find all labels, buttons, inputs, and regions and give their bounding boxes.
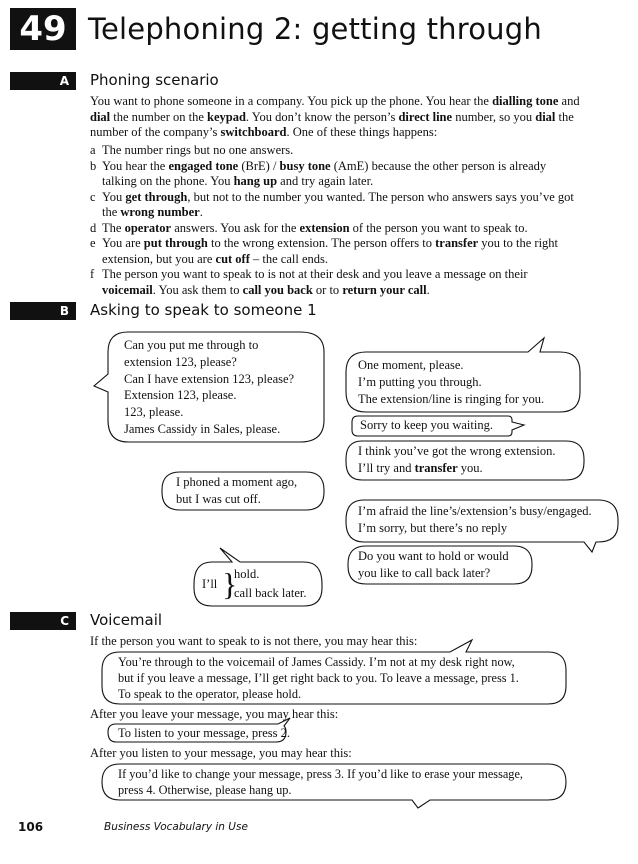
list-item-letter: b [90,158,97,173]
bubble-6-line-1: I’m afraid the line’s/extension’s busy/engaged. [358,504,592,518]
key-term: transfer [435,236,479,250]
list-item-letter: c [90,189,96,204]
key-term: busy tone [279,158,331,173]
bubble-5-line-1: I phoned a moment ago, [176,475,298,489]
key-term: return your call [342,282,427,297]
page-number: 106 [18,820,44,834]
key-term: wrong number [120,205,200,219]
list-item-letter: d [90,220,97,235]
list-item-letter: a [90,143,96,157]
bubble-7-text [358,548,509,582]
bubble-5-text [176,474,297,508]
key-term: voicemail [102,282,153,297]
voicemail-intro-3: After you listen to your message, you may hear this: [90,746,352,760]
key-term: get through [125,189,188,204]
list-item-text: You get through, but not to the number you wanted. The person who answers says you’ve got the wrong number. [102,189,574,219]
bubble-1-line-6: James Cassidy in Sales, please. [124,421,281,436]
bubble-1-line-1: Can you put me through to [124,338,259,352]
key-term: cut off [215,251,250,266]
book-title: Business Vocabulary in Use [104,821,248,833]
section-a-marker: A [10,72,76,90]
key-term: switchboard [220,125,287,139]
vm-bubble-1-line-1: You’re through to the voicemail of James Cassidy. I’m not at my desk right now, [118,655,515,669]
brace-glyph: } [222,566,238,602]
vm-bubble-2-text: To listen to your message, press 2. [118,726,291,740]
bubble-5-line-2: but I was cut off. [176,491,261,506]
bubble-3-line-1: Sorry to keep you waiting. [360,418,493,432]
key-term: put through [143,236,208,250]
section-c-marker: C [10,612,76,630]
section-b-marker: B [10,302,76,320]
list-item-text: The number rings but no one answers. [102,143,294,157]
key-term: dialling tone [492,94,559,108]
bubble-8-text [202,566,318,606]
vm-bubble-3-line-1: If you’d like to change your message, press 3. If you’d like to erase your message, [118,767,523,781]
bubble-7-line-1: Do you want to hold or would [358,549,509,563]
key-term: operator [124,220,172,235]
list-item-letter: e [90,236,96,250]
section-a-title: Phoning scenario [90,71,219,89]
vm-bubble-1-text [118,654,519,702]
bubble-4-line-2: I’ll try and transfer you. [358,460,483,475]
key-term: dial [535,109,556,124]
vm-bubble-3-line-2: press 4. Otherwise, please hang up. [118,783,292,797]
vm-bubble-1-line-3: To speak to the operator, please hold. [118,687,302,701]
vm-bubble-3-text [118,766,523,798]
key-term: dial [90,109,111,124]
key-term: direct line [398,109,453,124]
list-item-text: The person you want to speak to is not at their desk and you leave a message on their voicemail. You ask them to call you back or to return your call. [102,267,528,297]
key-term: engaged tone [168,158,239,173]
bubble-1-text [124,337,294,438]
bubble-1-line-5: 123, please. [124,405,184,420]
vm-bubble-1-line-2: but if you leave a message, I’ll get right back to you. To leave a message, press 1. [118,671,519,685]
bubble-7-line-2: you like to call back later? [358,565,491,580]
bubble-2-text [358,357,544,407]
bubble-2-line-2: I’m putting you through. [358,374,482,389]
bubble-6-line-2: I’m sorry, but there’s no reply [358,520,508,535]
bubble-4-text [358,443,556,477]
bubble-1-line-3: Can I have extension 123, please? [124,371,295,386]
voicemail-intro-2: After you leave your message, you may hear this: [90,707,339,721]
voicemail-intro-1: If the person you want to speak to is not there, you may hear this: [90,634,418,648]
bubble-8-option-2: call back later. [234,586,307,600]
list-item-text: The operator answers. You ask for the extension of the person you want to speak to. [102,220,528,235]
bubble-6-text [358,503,592,537]
section-a-intro: You want to phone someone in a company. You pick up the phone. You hear the dialling tone and dial the number on the keypad. You don’t know the person’s direct line number, so you dial the number of the company’s switchboard. One of these things happens: [90,94,580,139]
bubble-1-line-2: extension 123, please? [124,354,237,369]
key-term: transfer [414,460,458,475]
key-term: call you back [242,282,313,297]
bubble-8-lead: I’ll [202,577,218,591]
bubble-8-option-1: hold. [234,567,260,581]
bubble-2-line-3: The extension/line is ringing for you. [358,391,545,406]
key-term: extension [299,220,350,235]
unit-number: 49 [10,8,76,50]
section-c-title: Voicemail [90,611,163,629]
bubble-3-text [360,417,493,434]
list-item-letter: f [90,267,95,281]
bubble-2-line-1: One moment, please. [358,358,464,372]
bubble-1-line-4: Extension 123, please. [124,388,237,403]
list-item-text: You hear the engaged tone (BrE) / busy tone (AmE) because the other person is already talking on the phone. You hang up and try again later. [102,158,547,188]
list-item-text: You are put through to the wrong extension. The person offers to transfer you to the right extension, but you are cut off – the call ends. [102,236,559,266]
bubble-4-line-1: I think you’ve got the wrong extension. [358,444,556,458]
key-term: hang up [233,174,278,188]
page-title: Telephoning 2: getting through [88,12,542,46]
key-term: keypad [207,109,246,124]
section-b-title: Asking to speak to someone 1 [90,301,317,319]
